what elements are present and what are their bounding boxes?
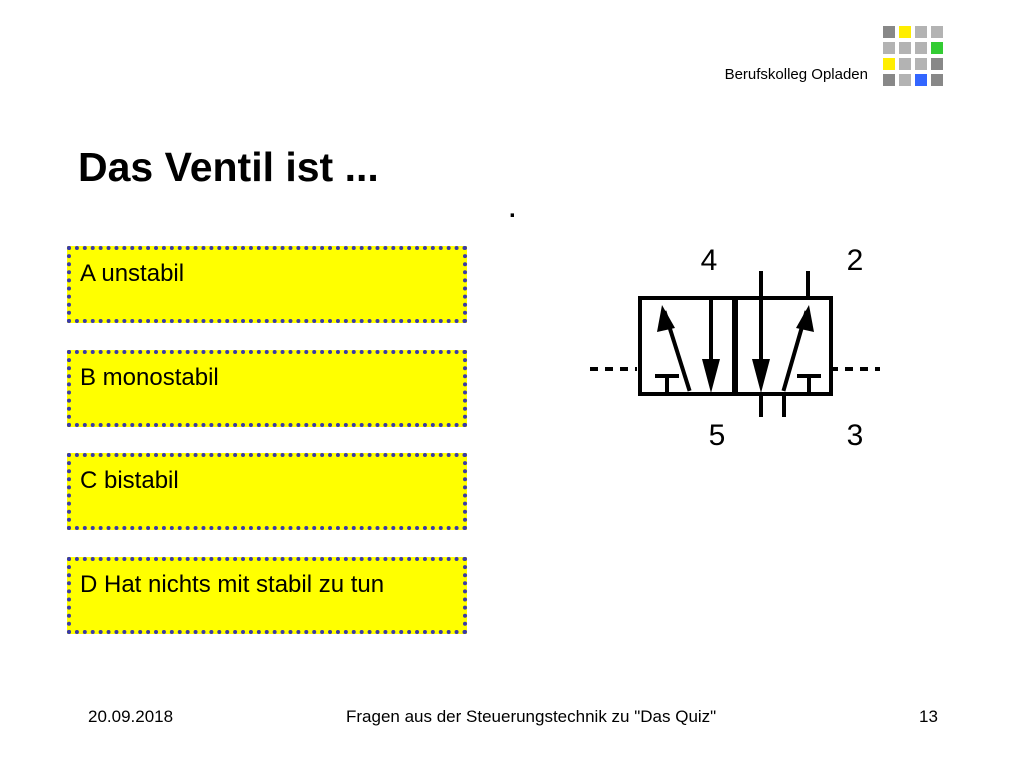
logo-yellow-cell [899, 26, 911, 38]
stray-mark: . [509, 196, 516, 223]
answer-b-button[interactable] [67, 350, 467, 427]
valve-symbol-diagram [585, 235, 885, 455]
footer-caption: Fragen aus der Steuerungstechnik zu "Das Quiz" [346, 707, 717, 726]
footer-date: 20.09.2018 [88, 707, 174, 726]
organization-name: Berufskolleg Opladen [724, 66, 868, 83]
answer-c-button[interactable] [67, 453, 467, 530]
answer-c-label: C bistabil [80, 467, 179, 494]
logo-blue-cell [915, 74, 927, 86]
answer-a-label: A unstabil [80, 260, 185, 287]
port-3-label: 3 [846, 419, 864, 452]
school-logo [883, 26, 943, 86]
port-5-label: 5 [708, 419, 726, 452]
port-4-label: 4 [700, 244, 718, 277]
logo-green-cell [931, 42, 943, 54]
answer-d-label: D Hat nichts mit stabil zu tun [80, 571, 385, 598]
port-2-label: 2 [846, 244, 864, 277]
answer-d-button[interactable] [67, 557, 467, 634]
slide-title: Das Ventil ist ... [78, 144, 379, 190]
answer-a-button[interactable] [67, 246, 467, 323]
answer-b-label: B monostabil [80, 364, 219, 391]
page-number: 13 [919, 707, 938, 726]
logo-yellow-cell-2 [883, 58, 895, 70]
